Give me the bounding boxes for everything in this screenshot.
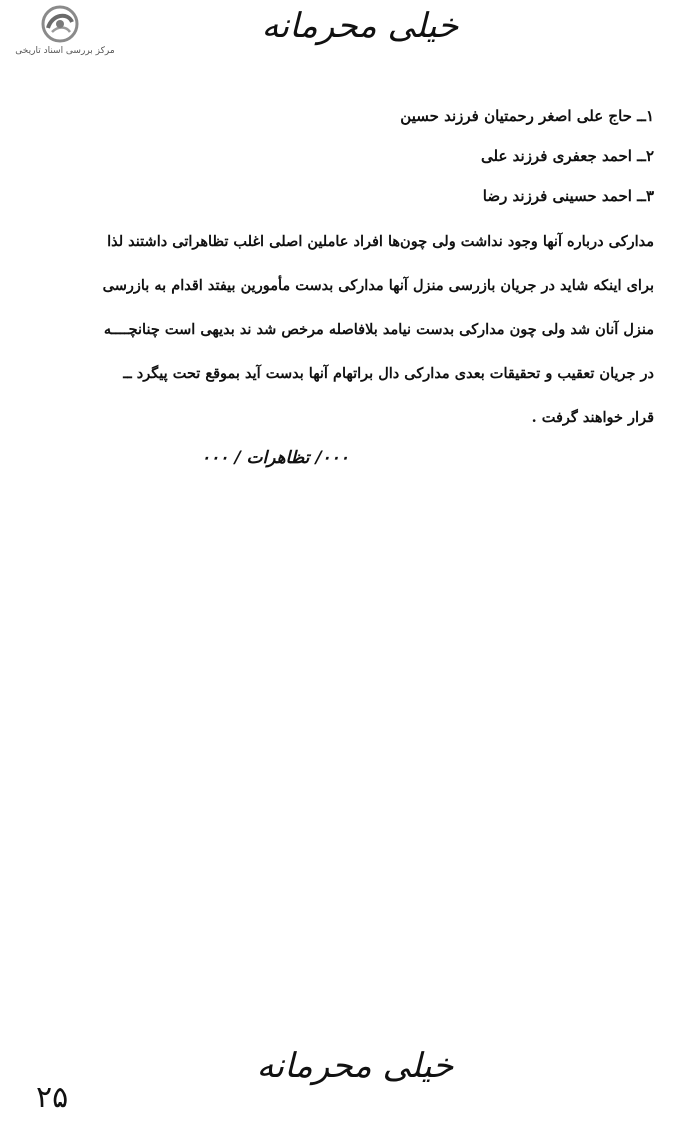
page-number: ۲۵ xyxy=(36,1080,69,1115)
body-line: قرار خواهند گرفت . xyxy=(531,409,654,426)
person-list xyxy=(94,100,654,220)
file-reference: ۰۰۰/ تظاهرات / ۰۰۰ xyxy=(201,448,349,468)
header-classification: خیلی محرمانه xyxy=(261,6,459,46)
footer-classification: خیلی محرمانه xyxy=(256,1046,454,1086)
archive-logo-text: مرکز بررسی اسناد تاریخی xyxy=(15,46,115,56)
body-paragraph xyxy=(34,224,654,444)
archive-emblem-icon xyxy=(38,4,82,44)
archive-logo xyxy=(10,4,120,62)
body-line: برای اینکه شاید در جریان بازرسی منزل آنها مدارکی بدست مأمورین بیفتد اقدام به بازرسی xyxy=(102,277,654,294)
body-line: در جریان تعقیب و تحقیقات بعدی مدارکی دال براتهام آنها بدست آید بموقع تحت پیگرد ــ xyxy=(123,365,654,382)
list-item: ۳ــ احمد حسینی فرزند رضا xyxy=(482,187,654,205)
body-line: منزل آنان شد ولی چون مدارکی بدست نیامد بلافاصله مرخص شد ند بدیهی است چنانچــــه xyxy=(103,321,654,338)
body-line: مدارکی درباره آنها وجود نداشت ولی چون‌ها افراد عاملین اصلی اغلب تظاهراتی داشتند لذا xyxy=(107,233,654,250)
list-item: ۱ــ حاج علی اصغر رحمتیان فرزند حسین xyxy=(400,107,654,125)
list-item: ۲ــ احمد جعفری فرزند علی xyxy=(481,147,654,165)
